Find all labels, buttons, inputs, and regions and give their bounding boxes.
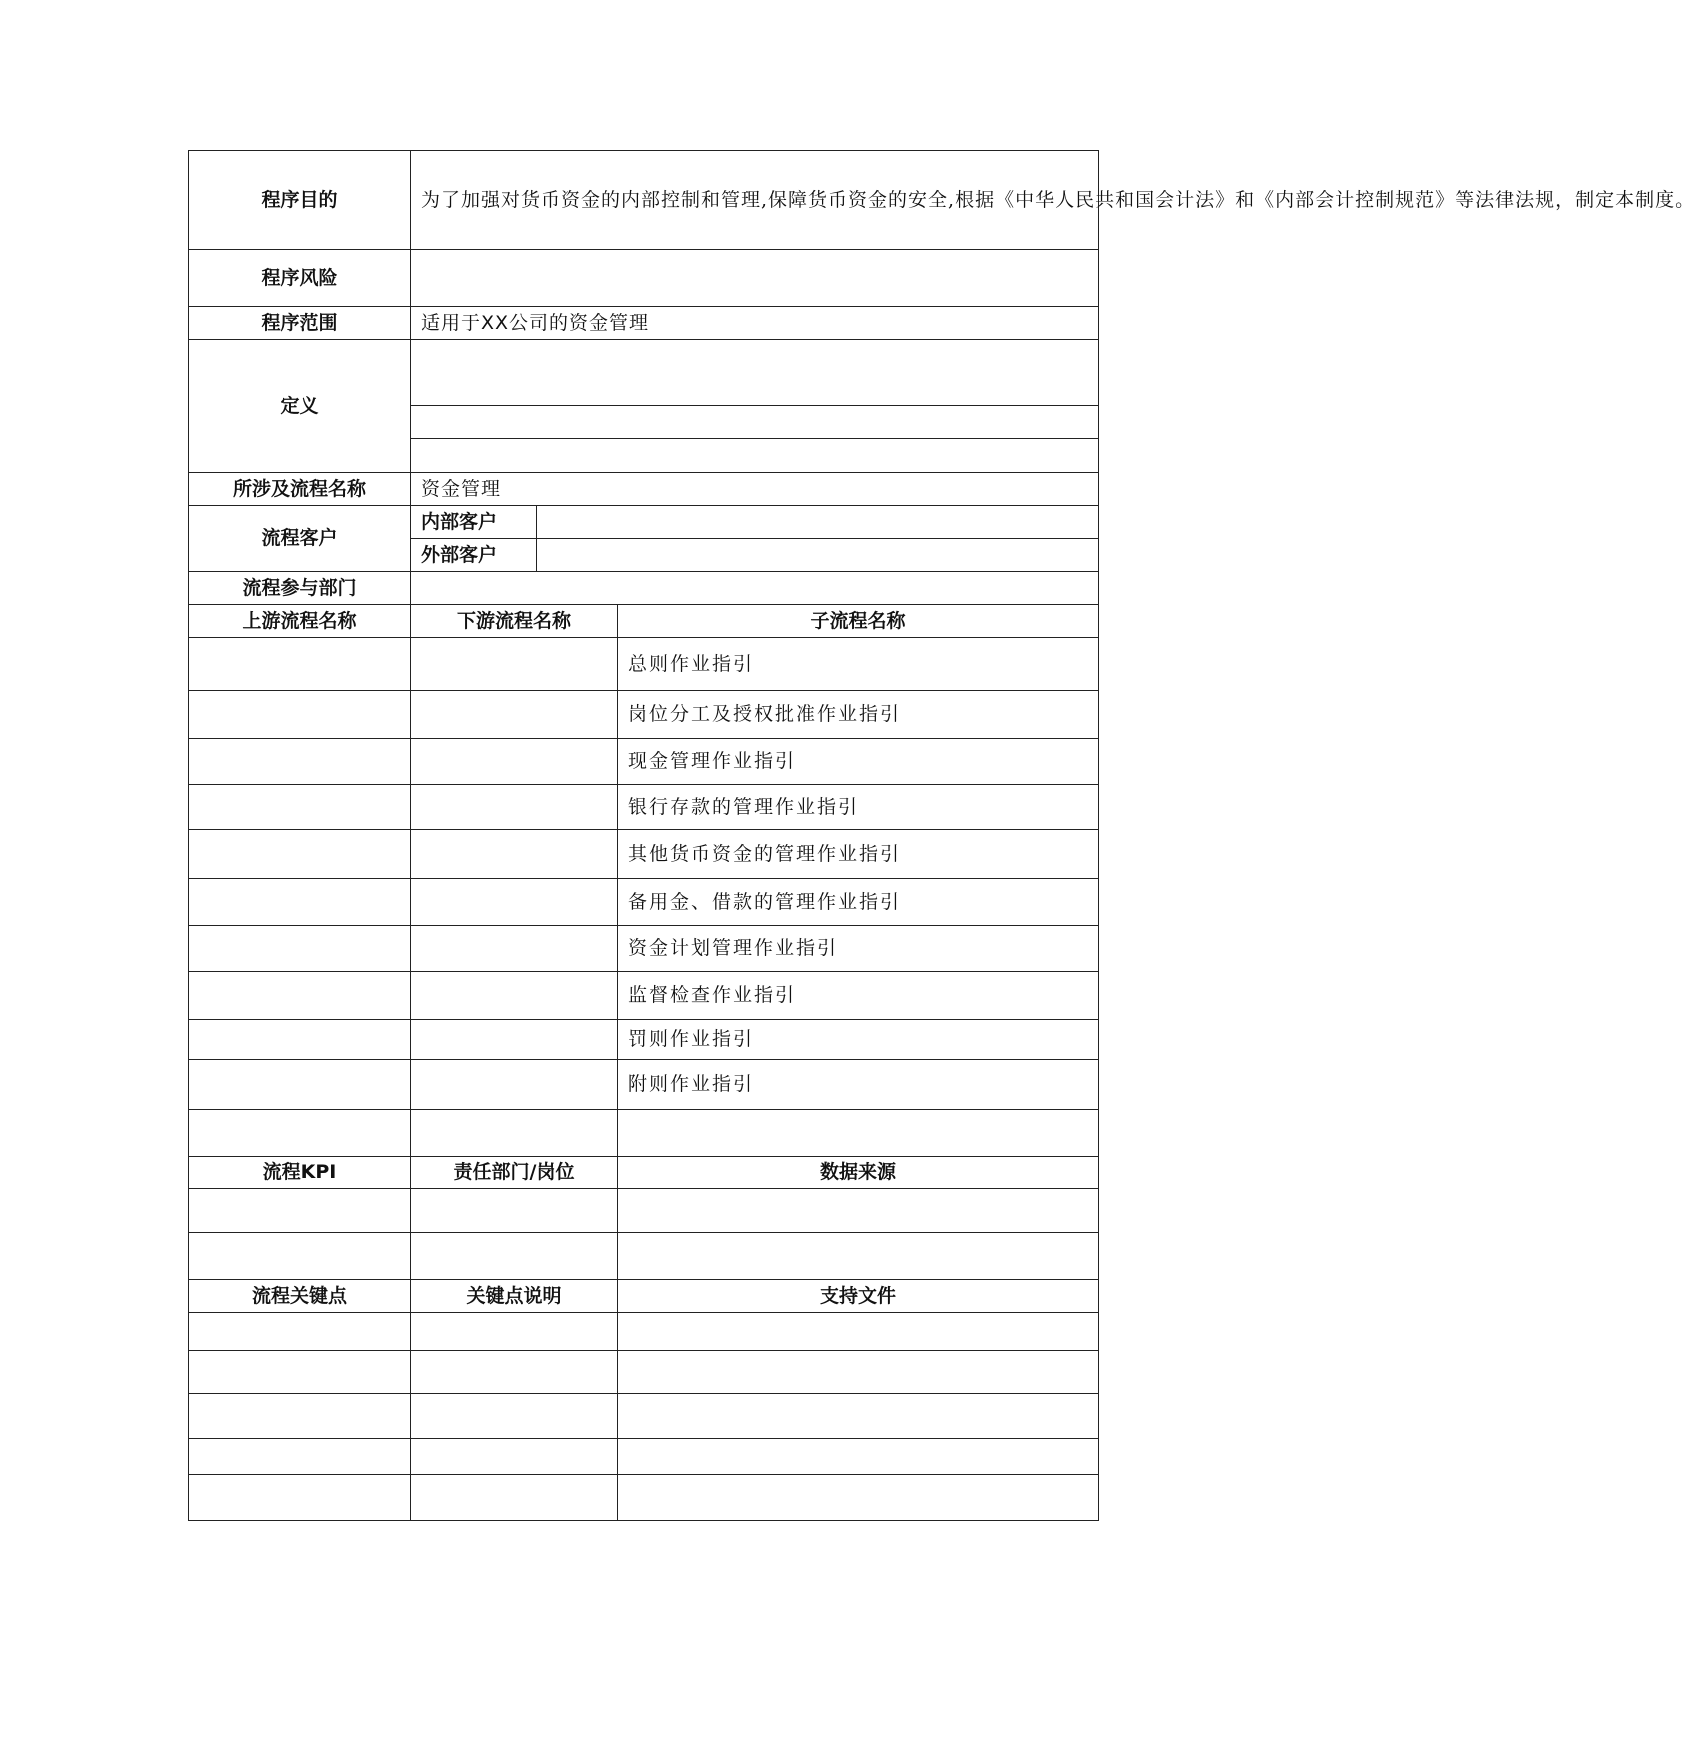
- flow-row: [189, 1110, 1099, 1157]
- keypoint-desc-header: 关键点说明: [411, 1280, 618, 1313]
- subprocess-cell: [618, 1110, 1099, 1157]
- keypoint-row: [189, 1351, 1099, 1394]
- subprocess-cell: 附则作业指引: [618, 1060, 1099, 1110]
- keypoint-header-row: [189, 1280, 1099, 1313]
- keypoint-desc-cell: [411, 1394, 618, 1439]
- kpi-cell: [189, 1189, 411, 1233]
- subprocess-cell: 资金计划管理作业指引: [618, 926, 1099, 972]
- downstream-cell: [411, 691, 618, 739]
- keypoint-cell: [189, 1475, 411, 1521]
- upstream-cell: [189, 879, 411, 926]
- flow-row: [189, 1060, 1099, 1110]
- downstream-cell: [411, 638, 618, 691]
- purpose-label: 程序目的: [189, 151, 411, 250]
- keypoint-cell: [189, 1439, 411, 1475]
- kpi-row: [189, 1189, 1099, 1233]
- kpi-header-row: [189, 1157, 1099, 1189]
- scope-text: 适用于XX公司的资金管理: [411, 307, 1099, 340]
- subprocess-cell: 总则作业指引: [618, 638, 1099, 691]
- definition-cell-1: [411, 340, 1099, 406]
- kpi-row: [189, 1233, 1099, 1280]
- departments-label: 流程参与部门: [189, 572, 411, 605]
- flow-row: [189, 638, 1099, 691]
- subprocess-cell: 监督检查作业指引: [618, 972, 1099, 1020]
- purpose-text: 为了加强对货币资金的内部控制和管理,保障货币资金的安全,根据《中华人民共和国会计法》和《内部会计控制规范》等法律法规，制定本制度。: [411, 151, 1099, 250]
- risk-text: [411, 250, 1099, 307]
- keypoint-cell: [189, 1313, 411, 1351]
- flow-row: [189, 830, 1099, 879]
- upstream-cell: [189, 739, 411, 785]
- support-file-cell: [618, 1394, 1099, 1439]
- upstream-cell: [189, 1060, 411, 1110]
- departments-value: [411, 572, 1099, 605]
- responsible-dept-cell: [411, 1233, 618, 1280]
- keypoint-desc-cell: [411, 1351, 618, 1394]
- keypoint-desc-cell: [411, 1475, 618, 1521]
- risk-label: 程序风险: [189, 250, 411, 307]
- flow-row: [189, 972, 1099, 1020]
- internal-customer-value: [537, 506, 1099, 539]
- support-file-cell: [618, 1313, 1099, 1351]
- downstream-cell: [411, 739, 618, 785]
- definition-label: 定义: [189, 340, 411, 473]
- upstream-cell: [189, 972, 411, 1020]
- keypoint-header: 流程关键点: [189, 1280, 411, 1313]
- downstream-cell: [411, 1020, 618, 1060]
- data-source-header: 数据来源: [618, 1157, 1099, 1189]
- subprocess-header: 子流程名称: [618, 605, 1099, 638]
- flow-row: [189, 691, 1099, 739]
- data-source-cell: [618, 1189, 1099, 1233]
- keypoint-desc-cell: [411, 1313, 618, 1351]
- support-file-header: 支持文件: [618, 1280, 1099, 1313]
- keypoint-row: [189, 1394, 1099, 1439]
- purpose-row: [189, 151, 1099, 250]
- keypoint-cell: [189, 1394, 411, 1439]
- subprocess-cell: 现金管理作业指引: [618, 739, 1099, 785]
- responsible-dept-header: 责任部门/岗位: [411, 1157, 618, 1189]
- process-name-row: [189, 473, 1099, 506]
- flow-row: [189, 879, 1099, 926]
- flow-row: [189, 785, 1099, 830]
- upstream-cell: [189, 785, 411, 830]
- subprocess-cell: 备用金、借款的管理作业指引: [618, 879, 1099, 926]
- kpi-cell: [189, 1233, 411, 1280]
- subprocess-cell: 其他货币资金的管理作业指引: [618, 830, 1099, 879]
- external-customer-value: [537, 539, 1099, 572]
- upstream-cell: [189, 638, 411, 691]
- downstream-cell: [411, 1110, 618, 1157]
- upstream-cell: [189, 1020, 411, 1060]
- risk-row: [189, 250, 1099, 307]
- downstream-cell: [411, 830, 618, 879]
- downstream-cell: [411, 879, 618, 926]
- flow-row: [189, 1020, 1099, 1060]
- keypoint-row: [189, 1439, 1099, 1475]
- kpi-header: 流程KPI: [189, 1157, 411, 1189]
- subprocess-cell: 银行存款的管理作业指引: [618, 785, 1099, 830]
- downstream-cell: [411, 926, 618, 972]
- internal-customer-label: 内部客户: [411, 506, 537, 539]
- scope-label: 程序范围: [189, 307, 411, 340]
- process-name-text: 资金管理: [411, 473, 1099, 506]
- upstream-cell: [189, 691, 411, 739]
- data-source-cell: [618, 1233, 1099, 1280]
- subprocess-cell: 罚则作业指引: [618, 1020, 1099, 1060]
- process-name-label: 所涉及流程名称: [189, 473, 411, 506]
- flow-row: [189, 926, 1099, 972]
- upstream-cell: [189, 830, 411, 879]
- downstream-cell: [411, 972, 618, 1020]
- upstream-header: 上游流程名称: [189, 605, 411, 638]
- external-customer-label: 外部客户: [411, 539, 537, 572]
- definition-cell-3: [411, 439, 1099, 473]
- downstream-cell: [411, 1060, 618, 1110]
- keypoint-cell: [189, 1351, 411, 1394]
- keypoint-row: [189, 1313, 1099, 1351]
- upstream-cell: [189, 1110, 411, 1157]
- downstream-cell: [411, 785, 618, 830]
- customer-label: 流程客户: [189, 506, 411, 572]
- keypoint-row: [189, 1475, 1099, 1521]
- subprocess-cell: 岗位分工及授权批准作业指引: [618, 691, 1099, 739]
- support-file-cell: [618, 1475, 1099, 1521]
- definition-cell-2: [411, 406, 1099, 439]
- scope-row: [189, 307, 1099, 340]
- downstream-header: 下游流程名称: [411, 605, 618, 638]
- internal-customer-row: [189, 506, 1099, 539]
- upstream-cell: [189, 926, 411, 972]
- support-file-cell: [618, 1351, 1099, 1394]
- responsible-dept-cell: [411, 1189, 618, 1233]
- keypoint-desc-cell: [411, 1439, 618, 1475]
- departments-row: [189, 572, 1099, 605]
- support-file-cell: [618, 1439, 1099, 1475]
- flow-row: [189, 739, 1099, 785]
- definition-row-1: [189, 340, 1099, 406]
- process-form-table: [188, 150, 1695, 1521]
- flow-header-row: [189, 605, 1099, 638]
